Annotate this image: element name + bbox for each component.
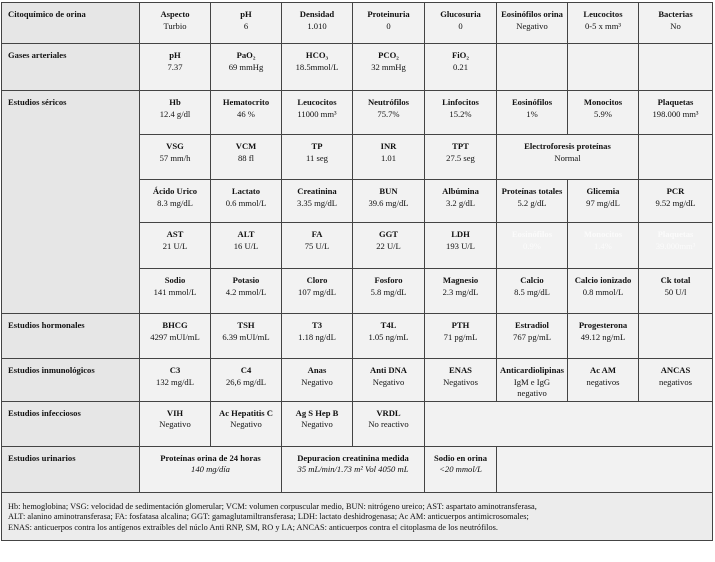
result-label: Sodio <box>164 275 186 285</box>
result-value: 5.9% <box>594 108 612 119</box>
result-label: Hematocrito <box>222 97 270 107</box>
result-label: Electroforesis proteínas <box>524 141 611 151</box>
result-cell-progesterona <box>568 314 639 359</box>
result-label: Eosinófilos orina <box>501 9 563 19</box>
result-label: Glicemia <box>586 186 620 196</box>
result-value: Negativo <box>516 20 548 31</box>
result-label: Leucocitos <box>297 97 337 107</box>
result-cell-ancas <box>639 359 713 402</box>
result-value: 8.5 mg/dL <box>514 286 550 297</box>
result-value: 97 mg/dL <box>586 197 620 208</box>
result-label: Aspecto <box>160 9 190 19</box>
result-label: Eosinófilos <box>511 229 553 239</box>
empty-cell <box>497 446 713 492</box>
result-label: T4L <box>380 320 397 330</box>
result-value: 198.000 mm³ <box>652 108 699 119</box>
result-value: 1.010 <box>307 20 327 31</box>
result-cell-proteinuria <box>353 3 425 44</box>
result-cell-cloro <box>282 269 353 314</box>
result-label: Creatinina <box>297 186 337 196</box>
result-label: TP <box>311 141 323 151</box>
result-cell-fa <box>282 223 353 269</box>
result-value: Negativo <box>301 376 333 387</box>
empty-cell <box>568 44 639 91</box>
result-label: Anas <box>307 365 327 375</box>
result-cell-ac-am <box>568 359 639 402</box>
result-cell-ck-total <box>639 269 713 314</box>
result-label: C3 <box>169 365 181 375</box>
result-label: Monocitos <box>583 229 623 239</box>
footnote-line: ALT: alanino aminotransferasa; FA: fosfatasa alcalina; GGT: gamaglutamiltransferasa; LDH: lactato deshidrogenasa; Ac AM: anticuerpos antimicrosomales; <box>8 512 529 521</box>
result-value: 0-5 x mm³ <box>585 20 621 31</box>
result-cell-electroforesis <box>497 135 639 180</box>
result-cell-vih <box>140 401 211 446</box>
result-label: Plaquetas <box>657 97 694 107</box>
result-value: 39.000mm³ <box>655 240 696 251</box>
row-hormonales <box>2 314 713 359</box>
row-footnote <box>2 492 713 540</box>
empty-cell <box>639 135 713 180</box>
result-cell-plaquetas <box>639 91 713 135</box>
result-label: Plaquetas <box>657 229 694 239</box>
result-label: GGT <box>378 229 399 239</box>
result-value: Normal <box>554 152 581 163</box>
result-value: 141 mmol/L <box>153 286 197 297</box>
result-label: C4 <box>240 365 252 375</box>
result-value: Negativo <box>159 419 191 429</box>
result-cell-estradiol <box>497 314 568 359</box>
result-cell-vcm <box>211 135 282 180</box>
row-citoquimico-orina <box>2 3 713 44</box>
result-label: Neutrófilos <box>367 97 410 107</box>
result-cell-potasio <box>211 269 282 314</box>
result-value: 1.18 ng/dL <box>298 331 336 342</box>
result-label: TSH <box>237 320 255 330</box>
result-label: Ag S Hep B <box>295 407 339 418</box>
result-value: 0.21 <box>452 61 469 72</box>
result-label: Bacterias <box>658 9 693 19</box>
result-value: 5.2 g/dL <box>517 197 547 208</box>
result-cell-tsh <box>211 314 282 359</box>
result-value: 11 seg <box>306 152 328 163</box>
result-label: Proteínas orina de 24 horas <box>160 452 261 463</box>
result-label: pH <box>240 9 252 19</box>
empty-cell <box>497 44 568 91</box>
result-value: 3.35 mg/dL <box>296 197 338 208</box>
result-cell-sodio-orina <box>425 446 497 492</box>
result-label: ENAS <box>449 365 472 375</box>
result-value: 1.01 <box>380 152 397 163</box>
result-value: 0.6 mmol/L <box>225 197 267 208</box>
result-value: IgM e IgG negativo <box>513 376 551 398</box>
result-cell-linfocitos <box>425 91 497 135</box>
result-cell-magnesio <box>425 269 497 314</box>
result-label: VIH <box>166 407 184 418</box>
result-cell-calcio <box>497 269 568 314</box>
result-cell-inr <box>353 135 425 180</box>
section-label: Estudios séricos <box>2 91 140 314</box>
result-cell-calcio-ionizado <box>568 269 639 314</box>
result-label: PCO₂ <box>378 50 399 60</box>
result-cell-enas <box>425 359 497 402</box>
result-label: Cloro <box>306 275 328 285</box>
result-cell-monocitos <box>568 91 639 135</box>
result-label: BHCG <box>162 320 188 330</box>
result-cell-anticardiolipinas <box>497 359 568 402</box>
result-value: 32 mmHg <box>371 61 406 72</box>
result-cell-pcr <box>639 180 713 223</box>
result-value: 1.05 ng/mL <box>368 331 409 342</box>
result-label: PTH <box>451 320 470 330</box>
row-gases-arteriales <box>2 44 713 91</box>
result-value: 132 mg/dL <box>156 376 194 387</box>
result-label: Progesterona <box>578 320 628 330</box>
abbreviations-footnote <box>2 492 713 540</box>
result-cell-monocitos-faint <box>568 223 639 269</box>
result-cell-fio2 <box>425 44 497 91</box>
result-value: 140 mg/día <box>191 464 230 474</box>
result-value: 9.52 mg/dL <box>655 197 696 208</box>
result-label: Ac AM <box>589 365 616 375</box>
result-cell-vsg <box>140 135 211 180</box>
result-cell-depuracion-creatinina <box>282 446 425 492</box>
result-cell-alt <box>211 223 282 269</box>
result-label: HCO₃ <box>305 50 329 60</box>
result-value: 193 U/L <box>446 240 475 251</box>
result-value: 7.37 <box>167 61 183 72</box>
result-cell-eosinofilos <box>497 91 568 135</box>
result-cell-neutrofilos <box>353 91 425 135</box>
result-value: 107 mg/dL <box>298 286 336 297</box>
result-label: Monocitos <box>583 97 623 107</box>
result-label: Sodio en orina <box>433 452 487 463</box>
result-value: 767 pg/mL <box>513 331 551 342</box>
result-value: 75.7% <box>377 108 400 119</box>
result-cell-plaquetas-faint <box>639 223 713 269</box>
result-value: 8.3 mg/dL <box>157 197 193 208</box>
result-value: 21 U/L <box>162 240 188 251</box>
result-label: PCR <box>666 186 685 196</box>
result-value: Turbio <box>163 20 187 31</box>
result-label: Ac Hepatitis C <box>219 407 273 418</box>
result-value: 4.2 mmol/L <box>225 286 267 297</box>
section-label: Estudios infecciosos <box>2 401 140 446</box>
result-label: pH <box>169 50 181 60</box>
result-value: 35 mL/min/1.73 m² Vol 4050 mL <box>297 464 409 474</box>
row-inmunologicos <box>2 359 713 402</box>
result-label: Anti DNA <box>369 365 407 375</box>
result-cell-ph-arterial <box>140 44 211 91</box>
result-cell-pco2 <box>353 44 425 91</box>
result-label: Calcio <box>520 275 544 285</box>
result-label: Depuracion creatinina medida <box>297 452 409 463</box>
result-cell-leucocitos-orina <box>568 3 639 44</box>
result-label: Proteinuria <box>367 9 410 19</box>
result-value: 0 <box>458 20 463 31</box>
result-cell-ag-s-hep-b <box>282 401 353 446</box>
result-value: No <box>670 20 681 31</box>
result-label: PaO₂ <box>236 50 256 60</box>
result-cell-glicemia <box>568 180 639 223</box>
result-value: No reactivo <box>368 419 409 429</box>
result-value: 3.2 g/dL <box>445 197 476 208</box>
result-cell-bun <box>353 180 425 223</box>
result-cell-proteinas-totales <box>497 180 568 223</box>
section-label: Estudios inmunológicos <box>2 359 140 402</box>
empty-cell <box>639 314 713 359</box>
result-label: Estradiol <box>515 320 549 330</box>
result-cell-ggt <box>353 223 425 269</box>
result-cell-creatinina <box>282 180 353 223</box>
result-value: 88 fl <box>238 152 254 163</box>
result-cell-hematocrito <box>211 91 282 135</box>
result-value: negativos <box>586 376 620 387</box>
result-label: Ácido Urico <box>152 186 198 196</box>
result-label: Densidad <box>299 9 335 19</box>
result-label: FiO₂ <box>452 50 469 60</box>
row-infecciosos <box>2 401 713 446</box>
result-value: Negativo <box>230 419 262 429</box>
result-value: 26,6 mg/dL <box>225 376 267 387</box>
result-value: <20 mmol/L <box>439 464 482 474</box>
section-label: Estudios hormonales <box>2 314 140 359</box>
result-cell-anti-dna <box>353 359 425 402</box>
result-cell-eosinofilos-faint <box>497 223 568 269</box>
result-value: 6 <box>243 20 249 31</box>
result-label: INR <box>380 141 397 151</box>
footnote-line: Hb: hemoglobina; VSG: velocidad de sedimentación glomerular; VCM: volumen corpuscular medio, BUN: nitrógeno ureico; AST: aspartato aminotransferasa, <box>8 501 537 511</box>
result-value: 1.4% <box>594 240 612 251</box>
result-cell-c4 <box>211 359 282 402</box>
result-cell-albumina <box>425 180 497 223</box>
result-value: 0.9% <box>523 240 541 251</box>
result-value: negativos <box>659 376 692 387</box>
result-cell-ldh <box>425 223 497 269</box>
result-cell-c3 <box>140 359 211 402</box>
result-value: 39.6 mg/dL <box>368 197 409 208</box>
result-cell-ph <box>211 3 282 44</box>
result-value: 16 U/L <box>233 240 259 251</box>
result-value: 6.39 mUI/mL <box>222 331 270 342</box>
result-cell-tp <box>282 135 353 180</box>
result-cell-t3 <box>282 314 353 359</box>
lab-results-table <box>1 2 713 541</box>
result-value: 5.8 mg/dL <box>370 286 407 297</box>
result-label: Leucocitos <box>583 9 623 19</box>
result-label: FA <box>311 229 323 239</box>
result-label: ALT <box>237 229 255 239</box>
result-cell-vrdl <box>353 401 425 446</box>
result-label: Linfocitos <box>442 97 479 107</box>
empty-cell <box>425 401 713 446</box>
section-label: Citoquímico de orina <box>2 3 140 44</box>
result-cell-densidad <box>282 3 353 44</box>
result-value: 49.12 ng/mL <box>580 331 626 342</box>
result-cell-lactato <box>211 180 282 223</box>
result-cell-glucosuria <box>425 3 497 44</box>
result-cell-t4l <box>353 314 425 359</box>
result-label: Ck total <box>660 275 691 285</box>
result-label: Calcio ionizado <box>574 275 632 285</box>
result-cell-ast <box>140 223 211 269</box>
result-cell-anas <box>282 359 353 402</box>
result-cell-pth <box>425 314 497 359</box>
result-cell-aspecto <box>140 3 211 44</box>
result-cell-fosforo <box>353 269 425 314</box>
result-value: 71 pg/mL <box>443 331 478 342</box>
result-cell-hco3 <box>282 44 353 91</box>
result-cell-sodio <box>140 269 211 314</box>
result-cell-bhcg <box>140 314 211 359</box>
result-value: 11000 mm³ <box>297 108 337 119</box>
result-label: Eosinófilos <box>511 97 553 107</box>
result-value: 50 U/l <box>664 286 687 297</box>
result-label: ANCAS <box>660 365 691 375</box>
result-value: 22 U/L <box>376 240 401 251</box>
empty-cell <box>639 44 713 91</box>
result-value: 4297 mUI/mL <box>150 331 200 342</box>
result-cell-pao2 <box>211 44 282 91</box>
result-value: 75 U/L <box>304 240 330 251</box>
result-label: TPT <box>452 141 469 151</box>
result-label: Glucosuria <box>440 9 481 19</box>
row-urinarios <box>2 446 713 492</box>
section-label: Estudios urinarios <box>2 446 140 492</box>
footnote-line: ENAS: anticuerpos contra los antígenos extraíbles del núclo Anti RNP, SM, RO y LA; ANCAS: anticuerpos contra el citoplasma de los neutrófilos. <box>8 522 498 532</box>
result-label: Lactato <box>231 186 261 196</box>
result-value: Negativo <box>372 376 405 387</box>
row-sericos-1 <box>2 91 713 135</box>
result-label: Fosforo <box>374 275 403 285</box>
result-cell-tpt <box>425 135 497 180</box>
result-label: Potasio <box>232 275 260 285</box>
result-value: Negativos <box>443 376 478 387</box>
result-cell-bacterias <box>639 3 713 44</box>
result-label: Albúmina <box>442 186 479 196</box>
result-label: VRDL <box>376 407 401 418</box>
result-label: LDH <box>451 229 470 239</box>
result-value: 15.2% <box>449 108 472 119</box>
result-value: 69 mmHg <box>228 61 264 72</box>
result-label: VSG <box>166 141 184 151</box>
result-cell-ac-hepatitis-c <box>211 401 282 446</box>
result-value: 27.5 seg <box>446 152 475 163</box>
result-value: 46 % <box>237 108 255 119</box>
result-value: 0.8 mmol/L <box>582 286 624 297</box>
result-value: 1% <box>526 108 538 119</box>
result-value: 18.5mmol/L <box>295 61 339 72</box>
result-value: Negativo <box>301 419 333 429</box>
result-value: 12.4 g/dl <box>159 108 191 119</box>
result-label: Proteínas totales <box>501 186 563 196</box>
result-cell-acido-urico <box>140 180 211 223</box>
result-cell-leucocitos <box>282 91 353 135</box>
result-value: 2.3 mg/dL <box>442 286 479 297</box>
result-label: VCM <box>235 141 257 151</box>
result-label: AST <box>166 229 184 239</box>
result-cell-eosinofilos-orina <box>497 3 568 44</box>
section-label: Gases arteriales <box>2 44 140 91</box>
result-value: 0 <box>386 20 391 31</box>
result-label: BUN <box>379 186 398 196</box>
result-label: Magnesio <box>442 275 479 285</box>
result-label: Anticardiolipinas <box>500 365 564 375</box>
result-value: 57 mm/h <box>159 152 191 163</box>
result-label: Hb <box>169 97 181 107</box>
result-label: T3 <box>311 320 323 330</box>
result-cell-proteinas-24h <box>140 446 282 492</box>
result-cell-hb <box>140 91 211 135</box>
